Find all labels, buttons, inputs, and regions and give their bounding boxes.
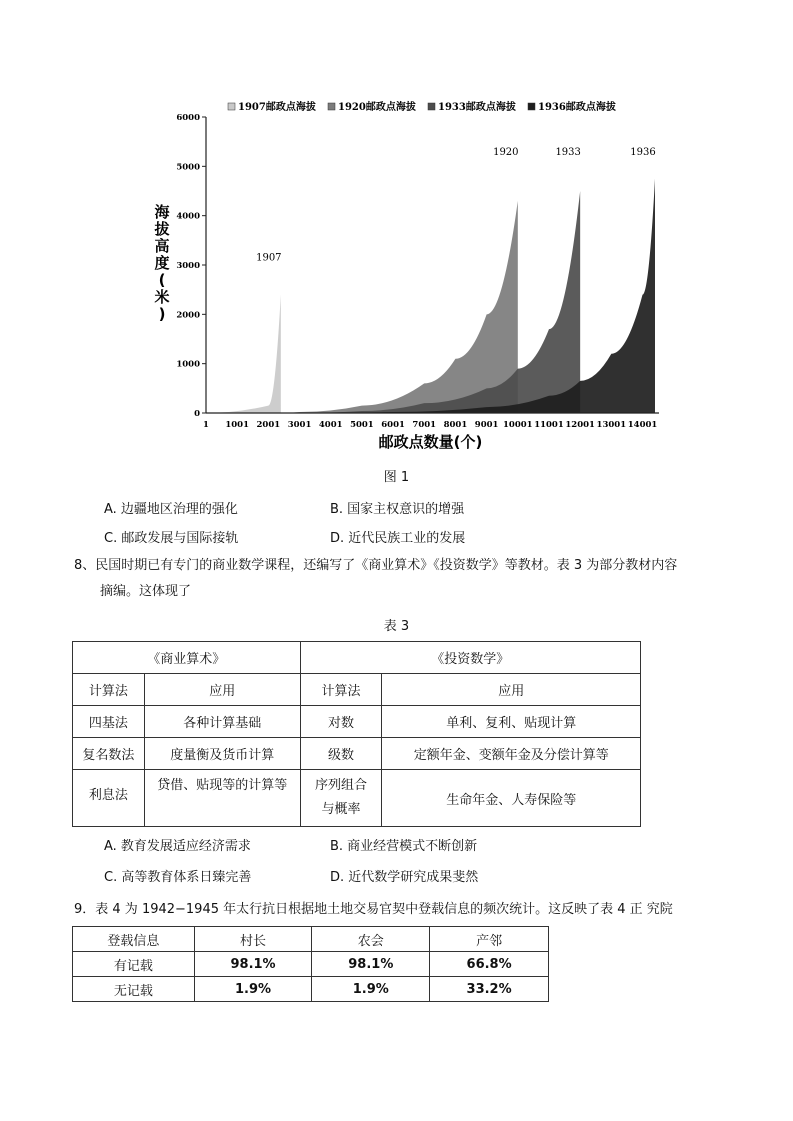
- table-row: [73, 706, 641, 738]
- table-cell: 复名数法: [73, 738, 145, 770]
- x-tick-label: 10001: [503, 420, 533, 430]
- x-tick-label: 14001: [627, 420, 658, 430]
- area-series-1920: [281, 201, 518, 413]
- table-cell: 66.8%: [430, 952, 549, 977]
- y-tick-label: 5000: [176, 162, 200, 173]
- col-method: 计算法: [300, 674, 382, 706]
- y-tick-label: 4000: [176, 211, 200, 222]
- q8-stem-line1: 8、民国时期已有专门的商业数学课程，还编写了《商业算术》《投资数学》等教材。表 3 为部分教材内容: [74, 558, 678, 573]
- x-tick-label: 8001: [443, 420, 468, 430]
- x-tick-label: 1: [203, 420, 209, 430]
- legend-swatch: [228, 103, 235, 110]
- x-axis-label: 邮政点数量(个): [378, 433, 483, 451]
- table-row: [73, 674, 641, 706]
- legend-swatch: [428, 103, 435, 110]
- area-series-1907: [206, 295, 281, 413]
- legend-item: 1936邮政点海拔: [538, 102, 616, 113]
- legend-item: 1907邮政点海拔: [238, 102, 316, 113]
- table-row: [73, 952, 549, 977]
- series-label: 1907: [256, 252, 282, 264]
- x-tick-label: 4001: [318, 420, 343, 430]
- q8-stem-line2: 摘编。这体现了: [100, 584, 192, 599]
- table-cell: 对数: [300, 706, 382, 738]
- table-cell: 无记载: [73, 977, 195, 1002]
- table-cell: 1.9%: [194, 977, 312, 1002]
- q9-stem: 9．表 4 为 1942−1945 年太行抗日根据地土地交易官契中登载信息的频次统计。这反映了表 4 正 究院: [74, 902, 673, 917]
- series-label: 1933: [555, 147, 581, 158]
- table-header: 村长: [194, 927, 312, 952]
- table-cell: 级数: [300, 738, 382, 770]
- table-cell: 98.1%: [194, 952, 312, 977]
- q8-option-b[interactable]: B. 商业经营模式不断创新: [330, 839, 478, 854]
- table-row: [73, 977, 549, 1002]
- x-tick-label: 6001: [381, 420, 405, 430]
- chart-legend: [228, 100, 616, 113]
- x-tick-label: 5001: [350, 420, 374, 430]
- x-tick-label: 12001: [565, 420, 595, 430]
- legend-swatch: [528, 103, 535, 110]
- table-cell: 有记载: [73, 952, 195, 977]
- q8-option-d[interactable]: D. 近代数学研究成果斐然: [330, 870, 479, 885]
- x-tick-label: 3001: [287, 420, 312, 430]
- table-cell: 生命年金、人寿保险等: [382, 770, 641, 827]
- book1-header: 《商业算术》: [73, 642, 301, 674]
- chart-areas: [206, 179, 655, 413]
- q8-option-c[interactable]: C. 高等教育体系日臻完善: [104, 870, 252, 885]
- book2-header: 《投资数学》: [300, 642, 640, 674]
- series-label: 1920: [493, 147, 519, 158]
- x-tick-label: 7001: [412, 420, 437, 430]
- table-cell: 各种计算基础: [144, 706, 300, 738]
- legend-item: 1920邮政点海拔: [338, 102, 416, 113]
- col-use: 应用: [144, 674, 300, 706]
- table3-title: 表 3: [383, 619, 410, 634]
- table-cell: 1.9%: [312, 977, 430, 1002]
- table-row: [73, 770, 641, 827]
- table-row: [73, 642, 641, 674]
- x-tick-label: 1001: [225, 420, 250, 430]
- table-header: 登载信息: [73, 927, 195, 952]
- table-cell: 33.2%: [430, 977, 549, 1002]
- table-row: [73, 927, 549, 952]
- legend-swatch: [328, 103, 335, 110]
- legend-item: 1933邮政点海拔: [438, 102, 516, 113]
- table-header: 农会: [312, 927, 430, 952]
- x-tick-label: 2001: [256, 420, 281, 430]
- table-3: [72, 641, 641, 827]
- series-label: 1936: [630, 147, 656, 158]
- q7-option-a[interactable]: A. 边疆地区治理的强化: [104, 502, 238, 517]
- y-tick-label: 3000: [176, 261, 200, 271]
- y-tick-label: 1000: [176, 359, 200, 370]
- table-cell: 98.1%: [312, 952, 430, 977]
- table-header: 产邻: [430, 927, 549, 952]
- table-cell: 定额年金、变额年金及分偿计算等: [382, 738, 641, 770]
- col-method: 计算法: [73, 674, 145, 706]
- y-tick-label: 0: [194, 409, 200, 419]
- table-cell: 度量衡及货币计算: [144, 738, 300, 770]
- x-tick-label: 9001: [474, 420, 499, 430]
- q7-option-d[interactable]: D. 近代民族工业的发展: [330, 531, 466, 546]
- table-4: [72, 926, 549, 1002]
- table-cell: 四基法: [73, 706, 145, 738]
- table-cell: 序列组合与概率: [300, 770, 382, 827]
- y-tick-label: 2000: [176, 310, 200, 321]
- table-cell: 单利、复利、贴现计算: [382, 706, 641, 738]
- table-cell: 贷借、贴现等的计算等: [144, 770, 300, 827]
- altitude-chart: [140, 95, 670, 455]
- y-tick-label: 6000: [176, 113, 200, 123]
- table-cell: 利息法: [73, 770, 145, 827]
- y-axis-label: 海拔高度(米): [154, 203, 170, 323]
- q7-option-b[interactable]: B. 国家主权意识的增强: [330, 502, 465, 517]
- table-row: [73, 738, 641, 770]
- x-tick-label: 13001: [596, 420, 627, 430]
- series-labels: [256, 147, 656, 264]
- q7-option-c[interactable]: C. 邮政发展与国际接轨: [104, 531, 239, 546]
- x-tick-label: 11001: [534, 420, 564, 430]
- col-use: 应用: [382, 674, 641, 706]
- figure-caption: 图 1: [383, 470, 410, 485]
- q8-option-a[interactable]: A. 教育发展适应经济需求: [104, 839, 251, 854]
